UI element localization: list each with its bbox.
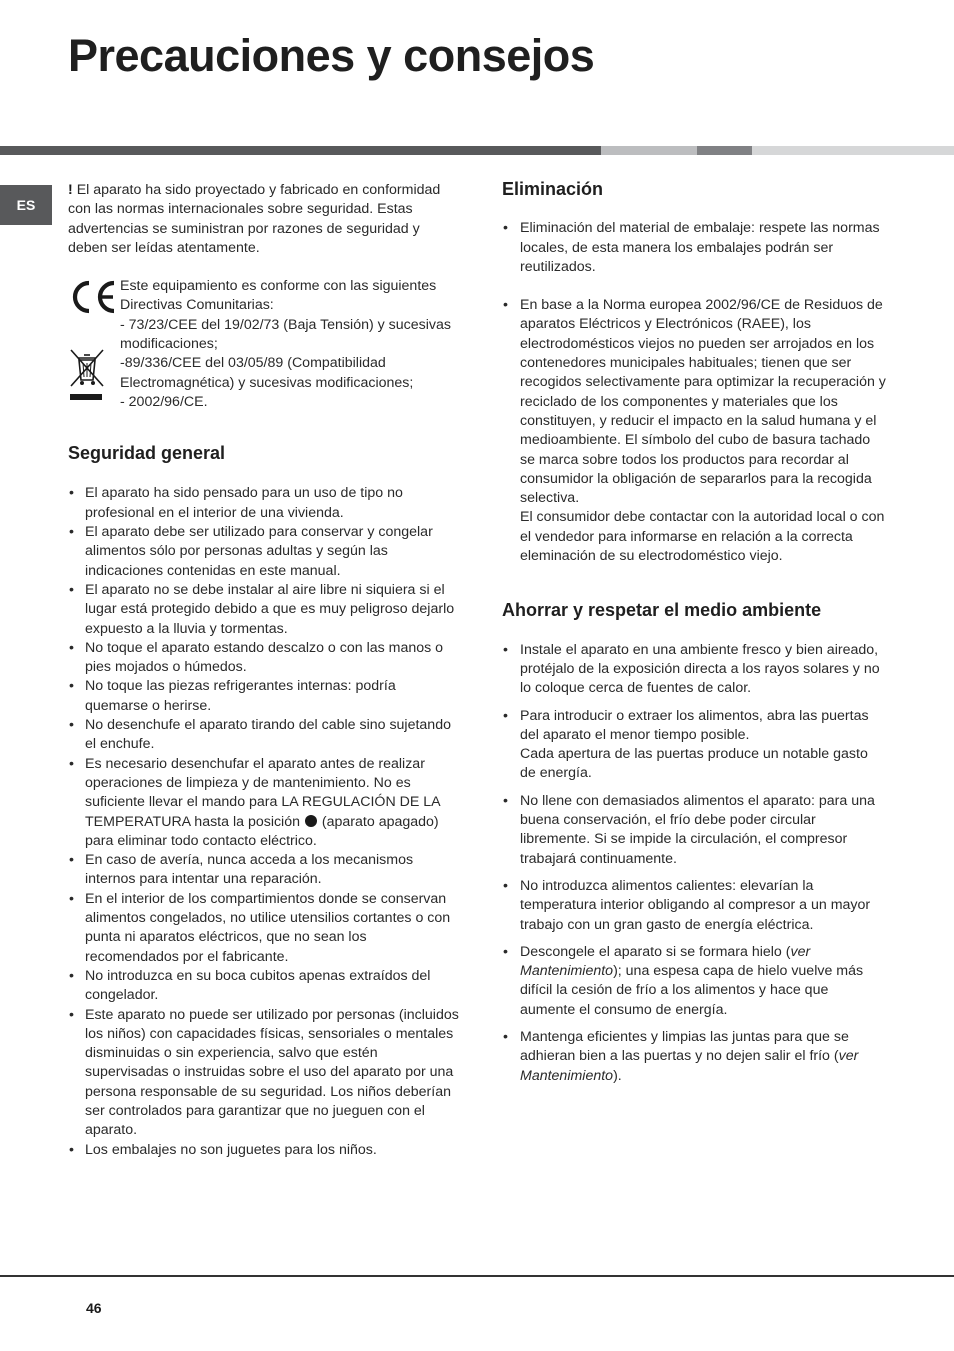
list-item-text: Es necesario desenchufar el aparato antes de realizar operaciones de limpieza y de mantenimiento. No es suficiente llevar el mando para LA REGULACIÓN DE LA TEMPERATURA hasta la posición	[85, 755, 440, 830]
page-title: Precauciones y consejos	[68, 30, 595, 81]
off-position-icon	[305, 815, 317, 827]
header-bar-segment	[752, 146, 954, 155]
list-item: • Eliminación del material de embalaje: respete las normas locales, de esta manera los embalajes podrán ser reutilizados.	[502, 219, 886, 277]
list-item: • El aparato ha sido pensado para un uso de tipo no profesional en el interior de una vivienda.	[68, 484, 460, 523]
safety-list	[68, 484, 460, 1159]
right-column	[502, 181, 886, 1086]
ce-line: Este equipamiento es conforme con las siguientes Directivas Comunitarias:	[120, 278, 437, 314]
crossed-bin-icon	[68, 349, 106, 405]
list-item-text: Para introducir o extraer los alimentos, abra las puertas del aparato el menor tiempo posible.	[520, 707, 869, 743]
environment-list	[502, 641, 886, 1086]
list-item: • No introduzca en su boca cubitos apenas extraídos del congelador.	[68, 967, 460, 1006]
list-item-text: El consumidor debe contactar con la autoridad local o con el vendedor para informarse en relación a la correcta eleminación de su electrodoméstico viejo.	[520, 509, 885, 565]
ce-line: -89/336/CEE del 03/05/89 (Compatibilidad Electromagnética) y sucesivas modificaciones;	[120, 355, 414, 391]
list-item: • En caso de avería, nunca acceda a los mecanismos internos para intentar una reparación.	[68, 851, 460, 890]
list-item: • No toque el aparato estando descalzo o con las manos o pies mojados o húmedos.	[68, 639, 460, 678]
list-item-text: Cada apertura de las puertas produce un notable gasto de energía.	[520, 746, 868, 782]
ce-line: - 2002/96/CE.	[120, 393, 208, 410]
list-item: • El aparato debe ser utilizado para conservar y congelar alimentos sólo por personas adultas y según las indicaciones contenidas en este manual.	[68, 523, 460, 581]
intro-paragraph	[68, 181, 460, 258]
list-item: • Instale el aparato en una ambiente fresco y bien aireado, protéjalo de la exposición directa a los rayos solares y no lo coloque cerca de fuentes de calor.	[502, 641, 886, 699]
list-item	[502, 707, 886, 784]
language-tab: ES	[0, 185, 52, 225]
section-heading-seguridad: Seguridad general	[68, 443, 226, 464]
list-item: • No llene con demasiados alimentos el aparato: para una buena conservación, el frío debe poder circular libremente. Si se impide la circulación, el compresor trabajará continuamente.	[502, 792, 886, 869]
ce-conformity-block	[68, 277, 460, 411]
disposal-list	[502, 219, 886, 566]
page-number: 46	[86, 1300, 102, 1316]
list-item-text: En base a la Norma europea 2002/96/CE de Residuos de aparatos Eléctricos y Electrónicos (RAEE), los electrodomésticos viejos no pueden ser arrojados en los contenedores municipales habituales; tienen que ser recogidos selectivamente para optimizar la recuperación y reciclado de los componentes y materiales que los constituyen, y reducir el impacto en la salud humana y el medioambiente. El símbolo del cubo de basura tachado se marca sobre todos los productos para recordar al consumidor la obligación de separarlos para la recogida selectiva.	[520, 297, 886, 507]
list-item	[68, 755, 460, 851]
header-bar-segment	[697, 146, 752, 155]
cross-reference: ver Mantenimiento	[520, 943, 811, 980]
footer-rule	[0, 1275, 954, 1277]
section-heading-eliminacion: Eliminación	[502, 179, 604, 199]
list-item: • No introduzca alimentos calientes: elevarían la temperatura interior obligando al compresor a un mayor trabajo con un gran gasto de energía eléctrica.	[502, 877, 886, 935]
list-item	[502, 1028, 886, 1086]
intro-text: El aparato ha sido proyectado y fabricado en conformidad con las normas internacionales sobre seguridad. Estas advertencias se suministran por razones de seguridad y deben ser leídas atentamente.	[68, 182, 441, 256]
list-item: • Los embalajes no son juguetes para los niños.	[68, 1141, 460, 1160]
list-item-text: ).	[613, 1067, 622, 1084]
list-item	[502, 296, 886, 566]
ce-line: - 73/23/CEE del 19/02/73 (Baja Tensión) y sucesivas modificaciones;	[120, 316, 451, 353]
list-item: • Este aparato no puede ser utilizado por personas (incluidos los niños) con capacidades físicas, sensoriales o mentales disminuidas o sin experiencia, salvo que estén supervisadas o instruidas sobre el uso del aparato por una persona responsable de su seguridad. Los niños deberían ser controlados para garantizar que no jueguen con el aparato.	[68, 1006, 460, 1141]
list-item: • No desenchufe el aparato tirando del cable sino sujetando el enchufe.	[68, 716, 460, 755]
list-item: • El aparato no se debe instalar al aire libre ni siquiera si el lugar está protegido debido a que es muy peligroso dejarlo expuesto a la lluvia y tormentas.	[68, 581, 460, 639]
section-heading-medio-ambiente: Ahorrar y respetar el medio ambiente	[502, 600, 822, 621]
left-column	[68, 181, 460, 1160]
warning-mark: !	[68, 182, 73, 198]
header-bar-segment	[0, 146, 601, 155]
list-item-text: Mantenga eficientes y limpias las juntas para que se adhieran bien a las puertas y no dejen salir el frío (	[520, 1028, 849, 1065]
list-item-text: ); una espesa capa de hielo vuelve más difícil la cesión de frío a los alimentos y hace que aumente el consumo de energía.	[520, 963, 864, 1018]
list-item-text: Descongele el aparato si se formara hielo (	[520, 943, 791, 960]
list-item: • En el interior de los compartimientos donde se conservan alimentos congelados, no utilice utensilios cortantes o con punta ni aparatos eléctricos, que no sean los recomendados por el fabricante.	[68, 890, 460, 967]
list-item	[502, 943, 886, 1020]
header-bar-segment	[601, 146, 697, 155]
ce-mark-icon	[68, 279, 118, 315]
list-item-text: (aparato apagado) para eliminar todo contacto eléctrico.	[85, 813, 439, 849]
ce-directives-text	[120, 277, 460, 412]
cross-reference: ver Mantenimiento	[520, 1048, 859, 1084]
list-item: • No toque las piezas refrigerantes internas: podría quemarse o herirse.	[68, 677, 460, 716]
